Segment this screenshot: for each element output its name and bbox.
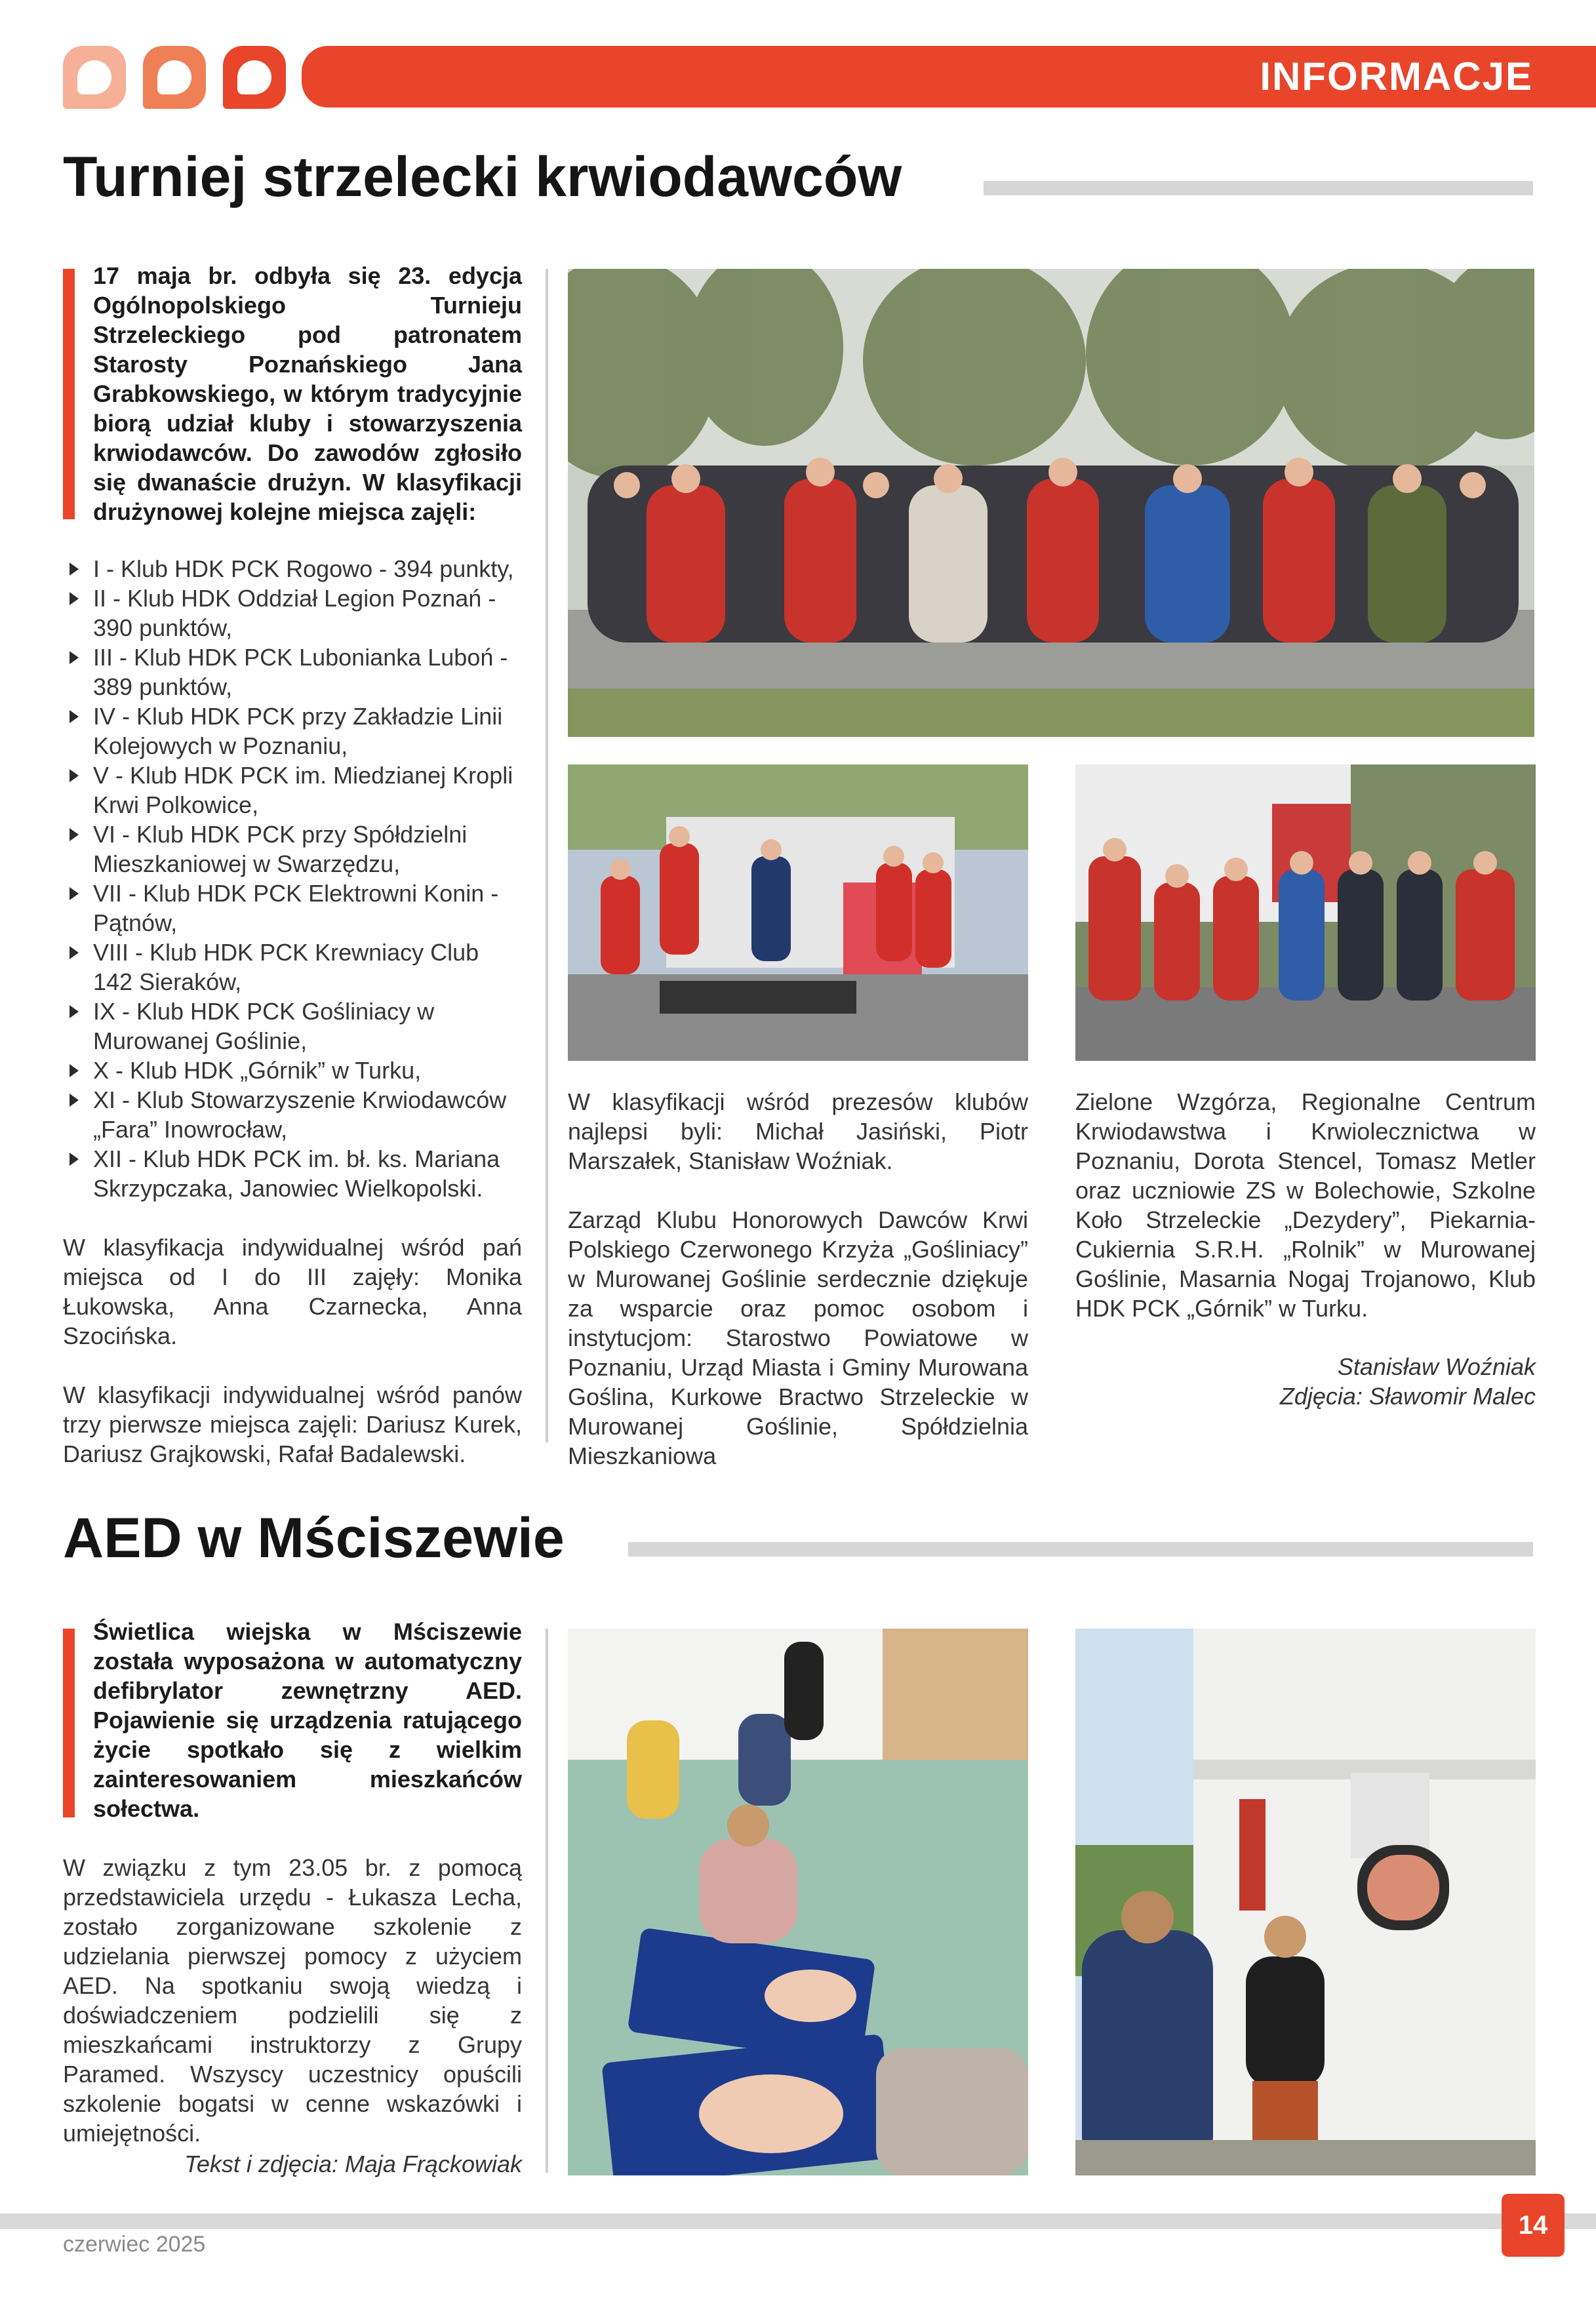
article1-lead-accent	[63, 269, 75, 519]
article2-lead: Świetlica wiejska w Mściszewie została wyposażona w automatyczny defibrylator zewnętrzny AED. Pojawienie się urządzenia ratującego życie spotkało się z wielkim zainteresowaniem mieszkańców sołectwa.	[93, 1618, 522, 1822]
page-number: 14	[1502, 2194, 1565, 2257]
ranking-item: VII - Klub HDK PCK Elektrowni Konin -Pątnów,	[63, 879, 522, 938]
logo-bubble-medium	[143, 46, 206, 109]
ranking-item: V - Klub HDK PCK im. Miedzianej Kropli Krwi Polkowice,	[63, 761, 522, 820]
article1-col3	[1075, 1087, 1536, 1323]
ranking-item: VIII - Klub HDK PCK Krewniacy Club 142 Sieraków,	[63, 938, 522, 997]
column-divider-2	[546, 1629, 548, 2173]
section-header-bar	[302, 46, 1596, 108]
ranking-item: X - Klub HDK „Górnik” w Turku,	[63, 1056, 522, 1085]
individual-men: W klasyfikacji indywidualnej wśród panów trzy pierwsze miejsca zajęli: Dariusz Kurek, Dariusz Grajkowski, Rafał Badalewski.	[63, 1381, 522, 1467]
article1-col2	[568, 1087, 1028, 1471]
presidents-results: W klasyfikacji wśród prezesów klubów najlepsi byli: Michał Jasiński, Piotr Marszałek, Stanisław Woźniak.	[568, 1088, 1028, 1174]
article2-lead-accent	[63, 1629, 75, 1817]
article1-title: Turniej strzelecki krwiodawców	[63, 146, 902, 208]
ranking-item: I - Klub HDK PCK Rogowo - 394 punkty,	[63, 554, 522, 584]
footer-bar	[0, 2213, 1596, 2229]
aed-wall-photo	[1075, 1629, 1536, 2175]
ranking-item: XI - Klub Stowarzyszenie Krwiodawców „Fara” Inowrocław,	[63, 1085, 522, 1144]
thanks-part2: Zielone Wzgórza, Regionalne Centrum Krwiodawstwa i Krwiolecznictwa w Poznaniu, Dorota Stencel, Tomasz Metler oraz uczniowie ZS w Bolechowie, Szkolne Koło Strzeleckie „Dezydery”, Piekarnia-Cukiernia S.R.H. „Rolnik” w Murowanej Goślinie, Masarnia Nogaj Trojanowo, Klub HDK PCK „Górnik” w Turku.	[1075, 1088, 1536, 1322]
logo-bubble-dark	[223, 46, 286, 109]
individual-women: W klasyfikacja indywidualnej wśród pań miejsca od I do III zajęły: Monika Łukowska, Anna Czarnecka, Anna Szocińska.	[63, 1234, 522, 1349]
shooting-range-photo	[1075, 764, 1536, 1061]
article2-title-rule	[628, 1542, 1533, 1556]
article2-title: AED w Mściszewie	[63, 1507, 565, 1570]
individual-results	[63, 1233, 522, 1469]
footer-date: czerwiec 2025	[63, 2232, 206, 2257]
article2-body-column	[63, 1853, 522, 2148]
article1-lead: 17 maja br. odbyła się 23. edycja Ogólnopolskiego Turnieju Strzeleckiego pod patronatem Starosty Poznańskiego Jana Grabkowskiego, w którym tradycyjnie biorą udział kluby i stowarzyszenia krwiodawców. Do zawodów zgłosiło się dwanaście drużyn. W klasyfikacji drużynowej kolejne miejsca zajęli:	[93, 262, 522, 525]
ranking-item: II - Klub HDK Oddział Legion Poznań - 390 punktów,	[63, 584, 522, 643]
ranking-item: XII - Klub HDK PCK im. bł. ks. Mariana Skrzypczaka, Janowiec Wielkopolski.	[63, 1144, 522, 1203]
first-aid-training-photo	[568, 1629, 1028, 2175]
article2-credit: Tekst i zdjęcia: Maja Frąckowiak	[184, 2151, 522, 2177]
logo-bubble-light	[63, 46, 126, 109]
ranking-item: VI - Klub HDK PCK przy Spółdzielni Mieszkaniowej w Swarzędzu,	[63, 820, 522, 879]
ranking-item: IX - Klub HDK PCK Gośliniacy w Murowanej Goślinie,	[63, 997, 522, 1056]
ranking-item: III - Klub HDK PCK Lubonianka Luboń - 389 punktów,	[63, 643, 522, 702]
section-label: INFORMACJE	[1260, 54, 1533, 98]
group-photo	[568, 269, 1534, 737]
ranking-item: IV - Klub HDK PCK przy Zakładzie Linii Kolejowych w Poznaniu,	[63, 702, 522, 761]
ranking-list	[63, 554, 522, 1203]
column-divider	[546, 269, 548, 1442]
article1-title-rule	[984, 181, 1533, 195]
thanks-part1: Zarząd Klubu Honorowych Dawców Krwi Polskiego Czerwonego Krzyża „Gośliniacy” w Murowanej Goślinie serdecznie dziękuje za wsparcie oraz pomoc osobom i instytucjom: Starostwo Powiatowe w Poznaniu, Urząd Miasta i Gminy Murowana Goślina, Kurkowe Bractwo Strzeleckie w Murowanej Goślinie, Spółdzielnia Mieszkaniowa	[568, 1206, 1028, 1469]
podium-photo	[568, 764, 1028, 1061]
article1-author: Stanisław Woźniak	[1337, 1353, 1536, 1380]
article1-photos-credit: Zdjęcia: Sławomir Malec	[1279, 1383, 1536, 1410]
article2-body: W związku z tym 23.05 br. z pomocą przedstawiciela urzędu - Łukasza Lecha, zostało zorganizowane szkolenie z udzielania pierwszej pomocy z użyciem AED. Na spotkaniu swoją wiedzą i doświadczeniem podzielili się z mieszkańcami instruktorzy z Grupy Paramed. Wszyscy uczestnicy opuścili szkolenie bogatsi w cenne wskazówki i umiejętności.	[63, 1854, 522, 2147]
